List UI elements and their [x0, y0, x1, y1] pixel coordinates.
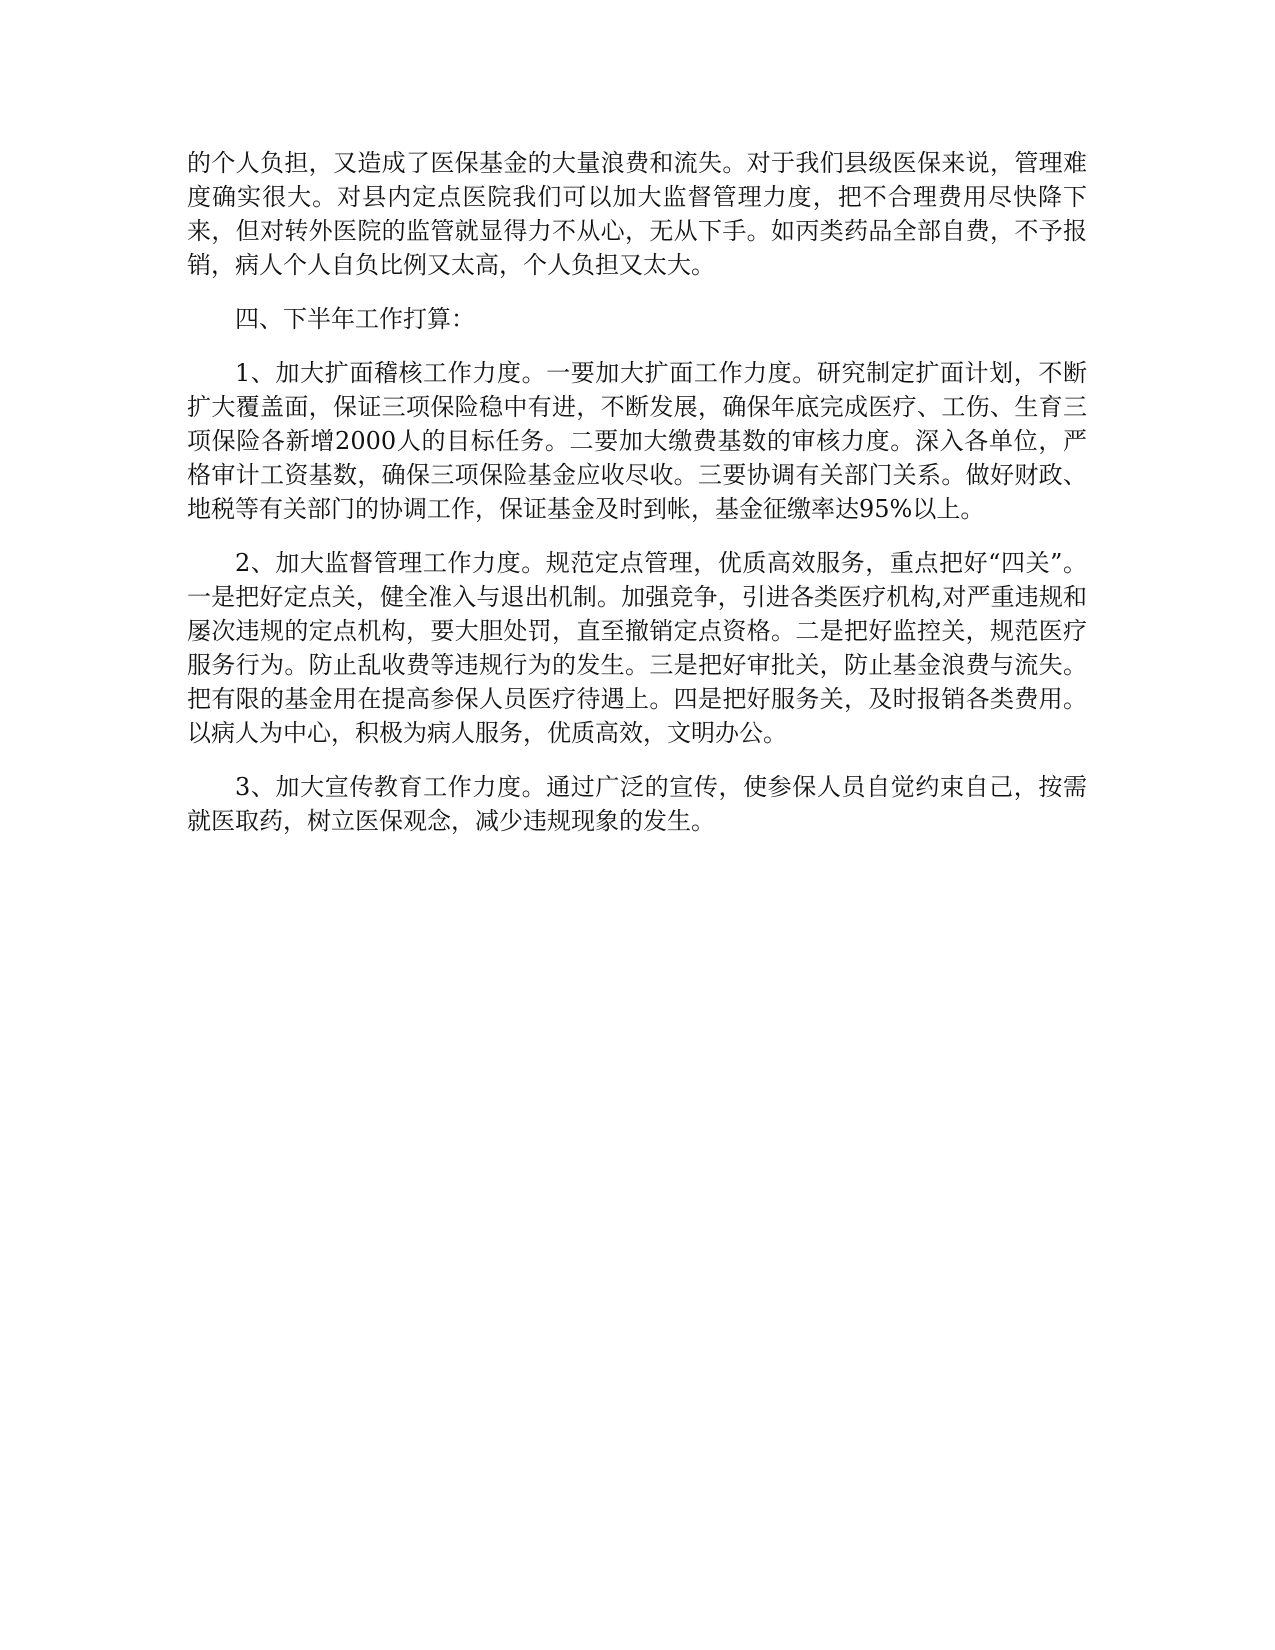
section-heading: 四、下半年工作打算：: [235, 305, 475, 333]
paragraph-item-1: 1、加大扩面稽核工作力度。一要加大扩面工作力度。研究制定扩面计划，不断扩大覆盖面，保证三项保险稳中有进，不断发展，确保年底完成医疗、工伤、生育三项保险各新增2000人的目标任务。二要加大缴费基数的审核力度。深入各单位，严格审计工资基数，确保三项保险基金应收尽收。三要协调有关部门关系。做好财政、地税等有关部门的协调工作，保证基金及时到帐，基金征缴率达95%以上。: [187, 359, 1087, 523]
paragraph-item-3: 3、加大宣传教育工作力度。通过广泛的宣传，使参保人员自觉约束自己，按需就医取药，树立医保观念，减少违规现象的发生。: [187, 773, 1087, 835]
document-body: [187, 146, 1087, 858]
paragraph-item-2: 2、加大监督管理工作力度。规范定点管理，优质高效服务，重点把好“四关”。一是把好定点关，健全准入与退出机制。加强竞争，引进各类医疗机构,对严重违规和屡次违规的定点机构，要大胆处罚，直至撤销定点资格。二是把好监控关，规范医疗服务行为。防止乱收费等违规行为的发生。三是把好审批关，防止基金浪费与流失。把有限的基金用在提高参保人员医疗待遇上。四是把好服务关，及时报销各类费用。以病人为中心，积极为病人服务，优质高效，文明办公。: [187, 549, 1087, 747]
paragraph-continued: 的个人负担，又造成了医保基金的大量浪费和流失。对于我们县级医保来说，管理难度确实很大。对县内定点医院我们可以加大监督管理力度，把不合理费用尽快降下来，但对转外医院的监管就显得力不从心，无从下手。如丙类药品全部自费，不予报销，病人个人自负比例又太高，个人负担又太大。: [187, 149, 1087, 279]
